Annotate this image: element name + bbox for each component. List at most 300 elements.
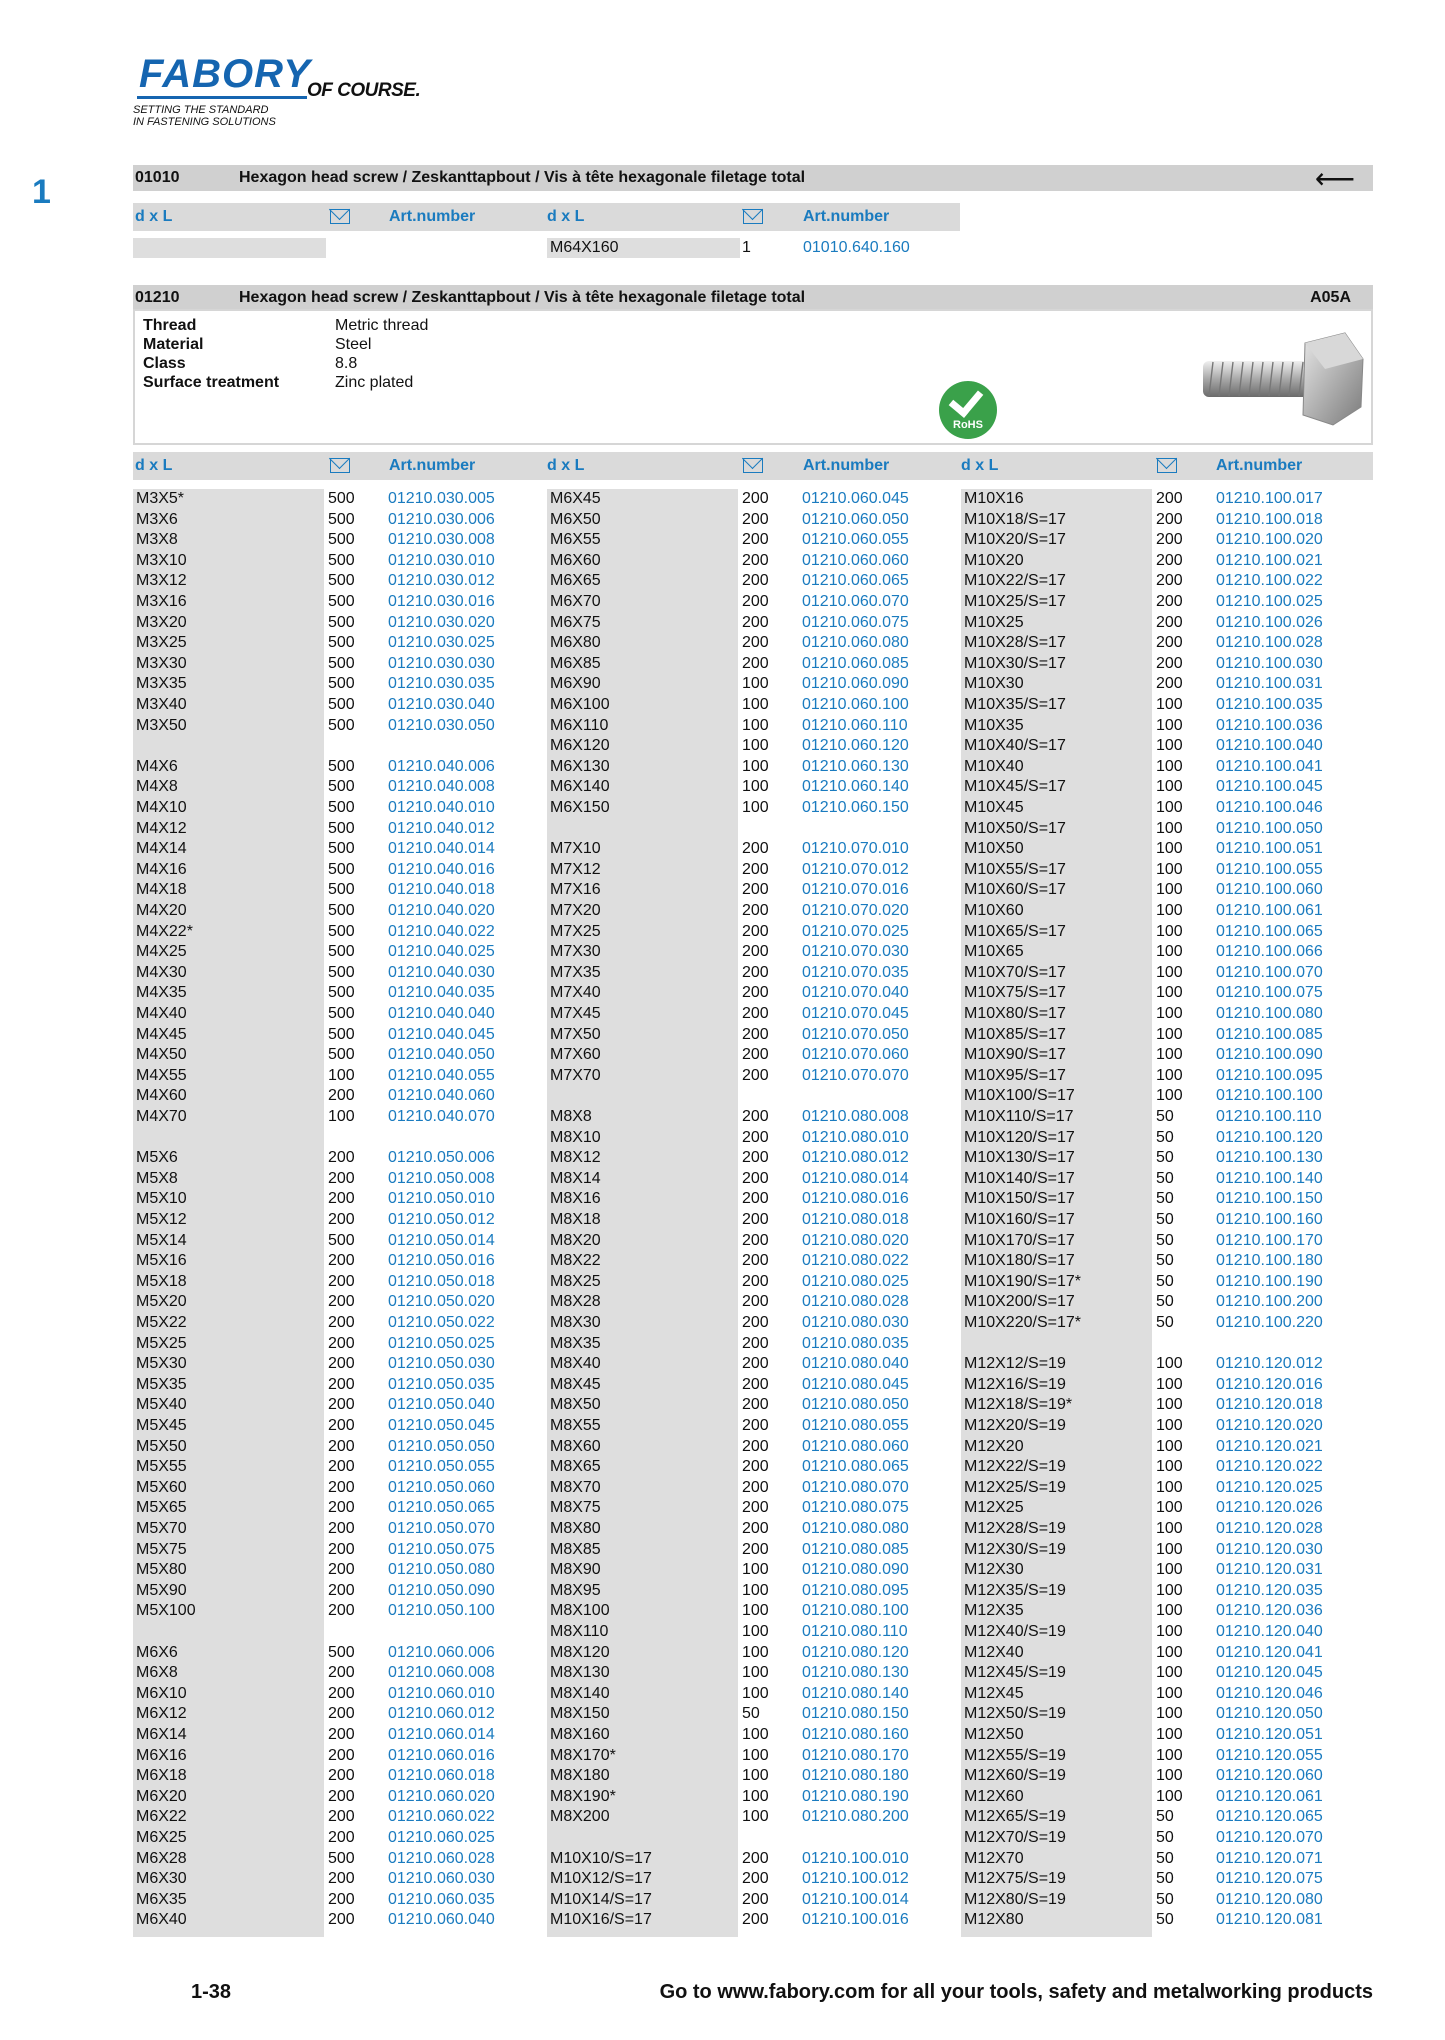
row-art-link[interactable]: 01210.050.050 [388, 1437, 495, 1455]
row-art-link[interactable]: 01210.050.025 [388, 1334, 495, 1352]
row-art-link[interactable]: 01210.060.016 [388, 1746, 495, 1764]
row-qty: 200 [328, 1375, 355, 1393]
row-art-link[interactable]: 01210.120.022 [1216, 1458, 1323, 1476]
row-art-link[interactable]: 01210.100.100 [1216, 1087, 1323, 1105]
row-art-link[interactable]: 01210.080.040 [802, 1355, 909, 1373]
row-dxl: M3X10 [136, 551, 187, 569]
row-dxl: M4X50 [136, 1046, 187, 1064]
row-art-link[interactable]: 01210.060.030 [388, 1870, 495, 1888]
row-art-link[interactable]: 01210.120.012 [1216, 1355, 1323, 1373]
row-art-link[interactable]: 01210.080.065 [802, 1458, 909, 1476]
row-dxl: M8X50 [550, 1396, 601, 1414]
row-qty: 200 [328, 1808, 355, 1826]
row-qty: 100 [1156, 840, 1183, 858]
row-art-link[interactable]: 01210.100.036 [1216, 716, 1323, 734]
row-art-link[interactable]: 01210.120.050 [1216, 1705, 1323, 1723]
row-dxl: M7X16 [550, 881, 601, 899]
row-qty: 50 [1156, 1829, 1174, 1846]
row-art-link[interactable]: 01210.040.035 [388, 984, 495, 1002]
row-art-link[interactable]: 01210.100.120 [1216, 1128, 1323, 1146]
row-qty: 500 [328, 778, 355, 796]
row-dxl: M8X18 [550, 1211, 601, 1228]
row-art-link[interactable]: 01210.070.050 [802, 1025, 909, 1043]
table-header-01210 [133, 452, 1373, 480]
row-art-link[interactable]: 01210.040.045 [388, 1025, 495, 1043]
row-art-link[interactable]: 01210.030.050 [388, 716, 495, 734]
row-art-link[interactable]: 01210.100.040 [1216, 737, 1323, 755]
row-art-link[interactable]: 01210.030.012 [388, 572, 495, 590]
row-qty: 200 [742, 593, 769, 610]
row-art-link[interactable]: 01210.030.020 [388, 613, 495, 631]
spec-box [133, 309, 1373, 445]
row-art-link[interactable]: 01210.040.050 [388, 1046, 495, 1064]
row-art-link[interactable]: 01210.060.006 [388, 1643, 495, 1661]
row-art-link[interactable]: 01210.050.080 [388, 1561, 495, 1579]
row-art-link[interactable]: 01210.080.170 [802, 1746, 909, 1764]
row-art-link[interactable]: 01210.080.055 [802, 1417, 909, 1434]
row-art-link[interactable]: 01210.100.090 [1216, 1046, 1323, 1064]
row-dxl: M10X160/S=17 [964, 1211, 1075, 1228]
row-art-link[interactable]: 01210.100.055 [1216, 860, 1323, 878]
row-art-link[interactable]: 01210.100.080 [1216, 1005, 1323, 1022]
row-art-link[interactable]: 01210.040.008 [388, 778, 495, 796]
row-dxl: M8X130 [550, 1664, 610, 1682]
row-art-link[interactable]: 01210.100.075 [1216, 984, 1323, 1002]
row-dxl: M12X22/S=19 [964, 1458, 1066, 1476]
row-art-link[interactable]: 01210.050.016 [388, 1252, 495, 1270]
row-art-link[interactable]: 01210.080.200 [802, 1808, 909, 1826]
row-art-link[interactable]: 01210.080.090 [802, 1561, 909, 1579]
row-qty: 100 [742, 1561, 769, 1579]
row-dxl: M10X70/S=17 [964, 963, 1066, 981]
row-art-link[interactable]: 01210.080.025 [802, 1272, 909, 1290]
row-art-link[interactable]: 01210.050.022 [388, 1314, 495, 1331]
row-art-link[interactable]: 01210.100.010 [802, 1849, 909, 1867]
row-art-link[interactable]: 01210.100.140 [1216, 1169, 1323, 1187]
row-art-link[interactable]: 01210.100.014 [802, 1890, 909, 1908]
row-art-link[interactable]: 01210.060.080 [802, 634, 909, 652]
row-art-link[interactable]: 01210.080.010 [802, 1128, 909, 1146]
row-art-link[interactable]: 01210.120.030 [1216, 1540, 1323, 1558]
row-art-link[interactable]: 01210.070.070 [802, 1066, 909, 1084]
row-art-link[interactable]: 01210.080.075 [802, 1499, 909, 1517]
row-dxl: M8X140 [550, 1684, 610, 1702]
row-art-link[interactable]: 01210.060.120 [802, 737, 909, 755]
row-qty: 200 [328, 1890, 355, 1908]
row-qty: 100 [1156, 1005, 1183, 1022]
row-qty: 500 [328, 531, 355, 549]
row-qty: 200 [742, 1458, 769, 1476]
row-art-link[interactable]: 01210.030.008 [388, 531, 495, 549]
row-dxl: M10X130/S=17 [964, 1149, 1075, 1167]
row-art-link[interactable]: 01210.100.017 [1216, 490, 1323, 507]
row-qty: 500 [328, 1025, 355, 1043]
row-art-link[interactable]: 01210.040.018 [388, 881, 495, 899]
row-art-link[interactable]: 01210.080.018 [802, 1211, 909, 1228]
row-art-link[interactable]: 01210.050.065 [388, 1499, 495, 1517]
row-art-link[interactable]: 01210.100.170 [1216, 1231, 1323, 1249]
row-dxl: M10X220/S=17* [964, 1314, 1081, 1331]
row-dxl: M10X60 [964, 902, 1024, 919]
row-dxl: M6X50 [550, 510, 601, 528]
row-art-link[interactable]: 01210.060.110 [802, 716, 908, 734]
row-qty: 200 [1156, 654, 1183, 672]
row-art-link[interactable]: 01210.080.070 [802, 1478, 909, 1496]
row-art-link[interactable]: 01210.100.190 [1216, 1272, 1323, 1290]
spec-label: Material [143, 336, 204, 353]
row-art-link[interactable]: 01210.030.040 [388, 696, 495, 713]
row-art-link[interactable]: 01210.050.010 [388, 1190, 495, 1208]
row-art-link[interactable]: 01210.060.014 [388, 1726, 495, 1743]
row-art-link[interactable]: 01210.120.040 [1216, 1623, 1323, 1640]
row-art-link[interactable]: 01210.120.046 [1216, 1684, 1323, 1702]
row-dxl: M12X80/S=19 [964, 1890, 1066, 1908]
row-qty: 500 [328, 572, 355, 590]
row-art-link[interactable]: 01210.100.220 [1216, 1314, 1323, 1331]
row-qty: 200 [742, 1211, 769, 1228]
row-art-link[interactable]: 01210.100.026 [1216, 613, 1323, 631]
row-art-link[interactable]: 01210.080.180 [802, 1767, 909, 1785]
row-art-link[interactable]: 01210.070.030 [802, 943, 909, 961]
row-art-link[interactable]: 01210.040.020 [388, 902, 495, 919]
row-art-link[interactable]: 01210.100.030 [1216, 654, 1323, 672]
row-art-link[interactable]: 01210.100.130 [1216, 1149, 1323, 1167]
row-art-link[interactable]: 01210.050.014 [388, 1231, 495, 1249]
row-art-link[interactable]: 01210.120.035 [1216, 1581, 1323, 1599]
row-art-link[interactable]: 01210.040.010 [388, 799, 495, 816]
row-art-link[interactable]: 01210.040.025 [388, 943, 495, 961]
row-art-link[interactable]: 01210.080.085 [802, 1540, 909, 1558]
row-art-link[interactable]: 01210.030.025 [388, 634, 495, 652]
row-art-link[interactable]: 01210.060.008 [388, 1664, 495, 1682]
row-art-link[interactable]: 01210.080.160 [802, 1726, 909, 1743]
row-art-link[interactable]: 01210.040.060 [388, 1087, 495, 1105]
row-art-link[interactable]: 01210.040.014 [388, 840, 495, 858]
row-qty: 500 [328, 1849, 355, 1867]
row-qty: 500 [328, 696, 355, 713]
row-art-link[interactable]: 01210.100.020 [1216, 531, 1323, 549]
row-art-link[interactable]: 01210.040.040 [388, 1005, 495, 1022]
row-dxl: M5X50 [136, 1437, 187, 1455]
row-art-link[interactable]: 01210.060.040 [388, 1911, 495, 1929]
row-qty: 200 [742, 1355, 769, 1373]
row-art-link[interactable]: 01210.030.030 [388, 654, 495, 672]
row-art-link[interactable]: 01210.120.016 [1216, 1375, 1323, 1393]
row-art-link[interactable]: 01210.080.045 [802, 1375, 909, 1393]
row-art-link[interactable]: 01210.060.025 [388, 1829, 495, 1846]
row-art-link[interactable]: 01210.080.110 [802, 1623, 908, 1640]
row-art-link[interactable]: 01210.050.040 [388, 1396, 495, 1414]
row-art-link[interactable]: 01210.030.005 [388, 490, 495, 507]
row-art-link[interactable]: 01210.060.090 [802, 675, 909, 693]
row-qty: 200 [742, 1025, 769, 1043]
logo-slogan [133, 104, 276, 128]
row-dxl: M4X16 [136, 860, 187, 878]
row-qty: 100 [742, 1787, 769, 1805]
row-art-link[interactable]: 01210.080.016 [802, 1190, 909, 1208]
row-art-link[interactable]: 01210.060.060 [802, 551, 909, 569]
row-qty: 100 [1156, 1458, 1183, 1476]
row-qty: 200 [328, 1664, 355, 1682]
row-art-link[interactable]: 01210.080.060 [802, 1437, 909, 1455]
row-dxl: M3X20 [136, 613, 187, 631]
row-dxl: M10X45 [964, 799, 1024, 816]
row-art-link[interactable]: 01210.100.070 [1216, 963, 1323, 981]
row-art-link[interactable]: 01210.060.020 [388, 1787, 495, 1805]
row-qty: 200 [742, 1272, 769, 1290]
row-art-link[interactable]: 01210.100.016 [802, 1911, 909, 1929]
row-art-link[interactable]: 01210.080.008 [802, 1108, 909, 1125]
row-art-link[interactable]: 01210.120.026 [1216, 1499, 1323, 1517]
row-art-link[interactable]: 01210.080.100 [802, 1602, 909, 1620]
row-dxl: M10X100/S=17 [964, 1087, 1075, 1105]
row-dxl: M10X16 [964, 490, 1024, 507]
row-art-link[interactable]: 01210.080.095 [802, 1581, 909, 1599]
row-art-link[interactable]: 01210.100.021 [1216, 551, 1323, 569]
row-art-link[interactable]: 01210.080.014 [802, 1169, 909, 1187]
row-art-link[interactable]: 01210.060.010 [388, 1684, 495, 1702]
row-dxl: M10X35/S=17 [964, 696, 1066, 713]
header-dxl: d x L [547, 208, 585, 225]
row-art-link[interactable]: 01210.120.025 [1216, 1478, 1323, 1496]
row-art-link[interactable]: 01210.030.016 [388, 593, 495, 610]
row-dxl: M8X60 [550, 1437, 601, 1455]
row-art-link[interactable]: 01210.120.065 [1216, 1808, 1323, 1826]
row-art-link[interactable]: 01210.100.045 [1216, 778, 1323, 796]
row-art-link[interactable]: 01210.120.081 [1216, 1911, 1323, 1929]
row-art-link[interactable]: 01210.120.036 [1216, 1602, 1323, 1620]
row-qty: 500 [328, 902, 355, 919]
row-art-link[interactable]: 01210.100.022 [1216, 572, 1323, 590]
row-art-link[interactable]: 01210.080.050 [802, 1396, 909, 1414]
row-art-link[interactable]: 01210.050.100 [388, 1602, 495, 1620]
row-dxl: M10X85/S=17 [964, 1025, 1066, 1043]
row-art-link[interactable]: 01210.120.055 [1216, 1746, 1323, 1764]
row-art-link[interactable]: 01210.080.080 [802, 1520, 909, 1537]
row-art-link[interactable]: 01210.080.120 [802, 1643, 909, 1661]
row-art-link[interactable]: 01210.050.020 [388, 1293, 495, 1311]
row-art-link[interactable]: 01210.120.031 [1216, 1561, 1323, 1579]
row-art-link[interactable]: 01210.060.130 [802, 757, 909, 775]
row-dxl: M10X200/S=17 [964, 1293, 1075, 1311]
row-dxl: M7X50 [550, 1025, 601, 1043]
row-art-link[interactable]: 01210.060.022 [388, 1808, 495, 1826]
row-art-link[interactable]: 01210.120.051 [1216, 1726, 1323, 1743]
row-qty: 200 [328, 1499, 355, 1517]
row-qty: 500 [328, 1046, 355, 1064]
row-dxl: M10X12/S=17 [550, 1870, 652, 1888]
row-qty: 200 [742, 1149, 769, 1167]
row-art-link[interactable]: 01210.100.050 [1216, 819, 1323, 837]
row-dxl: M5X45 [136, 1417, 187, 1434]
row-art-link[interactable]: 01210.080.035 [802, 1334, 909, 1352]
row-art-link[interactable]: 01210.080.020 [802, 1231, 909, 1249]
row-dxl: M12X35 [964, 1602, 1024, 1620]
row-dxl: M7X45 [550, 1005, 601, 1022]
row-qty: 100 [1156, 1417, 1183, 1434]
row-art-link[interactable]: 01210.080.022 [802, 1252, 909, 1270]
row-qty: 500 [328, 716, 355, 734]
row-art-link[interactable]: 01210.070.045 [802, 1005, 909, 1022]
row-art-link[interactable]: 01210.040.012 [388, 819, 495, 837]
row-art-link[interactable]: 01210.100.180 [1216, 1252, 1323, 1270]
row-dxl: M12X55/S=19 [964, 1746, 1066, 1764]
row-art-link[interactable]: 01210.050.008 [388, 1169, 495, 1187]
row-art-link[interactable]: 01210.050.090 [388, 1581, 495, 1599]
rohs-badge-icon [939, 381, 997, 439]
row-art-link[interactable]: 01210.120.028 [1216, 1520, 1323, 1537]
row-art-link[interactable]: 01210.070.035 [802, 963, 909, 981]
row-art-link[interactable]: 01210.100.065 [1216, 922, 1323, 940]
row-art-link[interactable]: 01210.100.051 [1216, 840, 1323, 858]
row-art-link[interactable]: 01210.060.012 [388, 1705, 495, 1723]
row-dxl: M12X20/S=19 [964, 1417, 1066, 1434]
row-art-link[interactable]: 01210.100.031 [1216, 675, 1323, 693]
row-art-link[interactable]: 01210.100.060 [1216, 881, 1323, 899]
row-art-link[interactable]: 01210.120.045 [1216, 1664, 1323, 1682]
row-art-link[interactable]: 01210.120.080 [1216, 1890, 1323, 1908]
row-art-link[interactable]: 01210.080.012 [802, 1149, 909, 1167]
row-art-link[interactable]: 01210.080.190 [802, 1787, 909, 1805]
row-art-link[interactable]: 01210.100.200 [1216, 1293, 1323, 1311]
row-art-link[interactable]: 01210.070.060 [802, 1046, 909, 1064]
row-art-link[interactable]: 01210.050.070 [388, 1520, 495, 1537]
row-art-link[interactable]: 01210.060.050 [802, 510, 909, 528]
row-art-link[interactable]: 01210.050.035 [388, 1375, 495, 1393]
row-art-link[interactable]: 01210.100.028 [1216, 634, 1323, 652]
row-dxl: M4X70 [136, 1108, 187, 1125]
row-art-link[interactable]: 01210.050.060 [388, 1478, 495, 1496]
row-dxl: M8X65 [550, 1458, 601, 1476]
row-art-link[interactable]: 01210.050.012 [388, 1211, 495, 1228]
row-dxl: M5X25 [136, 1334, 187, 1352]
row-art-link[interactable]: 01210.120.060 [1216, 1767, 1323, 1785]
row-dxl: M3X6 [136, 510, 178, 528]
row-art-link[interactable]: 01210.080.028 [802, 1293, 909, 1311]
row-art-link[interactable]: 01210.120.070 [1216, 1829, 1323, 1846]
row-art-link[interactable]: 01210.040.022 [388, 922, 495, 940]
row-art-link[interactable]: 01210.100.066 [1216, 943, 1323, 961]
row-dxl: M6X100 [550, 696, 610, 713]
row-art-link[interactable]: 01210.100.046 [1216, 799, 1323, 816]
row-qty: 500 [328, 840, 355, 858]
row-art-link[interactable]: 01210.050.045 [388, 1417, 495, 1434]
row-art-link[interactable]: 01210.080.140 [802, 1684, 909, 1702]
row-art-link[interactable]: 01210.080.150 [802, 1705, 909, 1723]
row-qty: 200 [742, 922, 769, 940]
row-art-link[interactable]: 01210.120.061 [1216, 1787, 1323, 1805]
row-art-link[interactable]: 01210.100.085 [1216, 1025, 1323, 1043]
row-art-link[interactable]: 01210.040.016 [388, 860, 495, 878]
row-qty: 100 [1156, 1520, 1183, 1537]
row-art-link[interactable]: 01210.120.071 [1216, 1849, 1323, 1867]
row-qty: 100 [1156, 1705, 1183, 1723]
row-art-link[interactable]: 01210.070.040 [802, 984, 909, 1002]
row-qty: 200 [328, 1396, 355, 1414]
row-art-link[interactable]: 01210.050.006 [388, 1149, 495, 1167]
row-art-link[interactable]: 01210.100.160 [1216, 1211, 1323, 1228]
row-art-link[interactable]: 01210.100.110 [1216, 1108, 1322, 1125]
row-qty: 50 [1156, 1231, 1174, 1249]
row-qty: 500 [328, 1643, 355, 1661]
row-art-link[interactable]: 01210.050.075 [388, 1540, 495, 1558]
row-art-link[interactable]: 01210.070.012 [802, 860, 909, 878]
row-art-link[interactable]: 01210.060.028 [388, 1849, 495, 1867]
logo-underline [137, 96, 307, 99]
row-art-link[interactable]: 01210.100.150 [1216, 1190, 1323, 1208]
row-art-link[interactable]: 01210.060.018 [388, 1767, 495, 1785]
row-qty: 500 [328, 819, 355, 837]
row-art-link[interactable]: 01210.040.055 [388, 1066, 495, 1084]
row-art-link[interactable]: 01210.120.020 [1216, 1417, 1323, 1434]
row-qty: 200 [1156, 572, 1183, 590]
row-dxl: M10X40/S=17 [964, 737, 1066, 755]
row-art-link[interactable]: 01210.100.025 [1216, 593, 1323, 610]
row-art-link[interactable]: 01210.030.006 [388, 510, 495, 528]
row-dxl: M10X20/S=17 [964, 531, 1066, 549]
row-art-link[interactable]: 01210.030.010 [388, 551, 495, 569]
row-dxl: M8X45 [550, 1375, 601, 1393]
row-art-link[interactable]: 01210.060.055 [802, 531, 909, 549]
row-qty: 200 [742, 1849, 769, 1867]
row-art-link[interactable]: 01210.040.006 [388, 757, 495, 775]
row-art-link[interactable]: 01210.120.041 [1216, 1643, 1323, 1661]
row-art-link[interactable]: 01210.050.018 [388, 1272, 495, 1290]
row-qty: 100 [1156, 1396, 1183, 1414]
row-art-link[interactable]: 01010.640.160 [803, 239, 910, 256]
row-art-link[interactable]: 01210.080.030 [802, 1314, 909, 1331]
row-art-link[interactable]: 01210.060.150 [802, 799, 909, 816]
row-art-link[interactable]: 01210.060.070 [802, 593, 909, 610]
row-qty: 500 [328, 490, 355, 507]
back-arrow-icon[interactable]: ⟵ [1314, 163, 1355, 194]
row-art-link[interactable]: 01210.060.140 [802, 778, 909, 796]
row-art-link[interactable]: 01210.100.095 [1216, 1066, 1323, 1084]
row-qty: 100 [1156, 984, 1183, 1002]
row-art-link[interactable]: 01210.060.035 [388, 1890, 495, 1908]
row-art-link[interactable]: 01210.080.130 [802, 1664, 909, 1682]
row-art-link[interactable]: 01210.060.045 [802, 490, 909, 507]
row-qty: 200 [742, 490, 769, 507]
row-art-link[interactable]: 01210.100.012 [802, 1870, 909, 1888]
row-art-link[interactable]: 01210.060.075 [802, 613, 909, 631]
row-art-link[interactable]: 01210.100.061 [1216, 902, 1323, 919]
row-art-link[interactable]: 01210.070.010 [802, 840, 909, 858]
row-art-link[interactable]: 01210.060.065 [802, 572, 909, 590]
envelope-icon [743, 209, 763, 224]
row-art-link[interactable]: 01210.040.030 [388, 963, 495, 981]
row-art-link[interactable]: 01210.100.018 [1216, 510, 1323, 528]
row-art-link[interactable]: 01210.120.021 [1216, 1437, 1323, 1455]
row-art-link[interactable]: 01210.050.055 [388, 1458, 495, 1476]
row-art-link[interactable]: 01210.070.016 [802, 881, 909, 899]
row-art-link[interactable]: 01210.060.100 [802, 696, 909, 713]
row-art-link[interactable]: 01210.040.070 [388, 1108, 495, 1125]
row-art-link[interactable]: 01210.060.085 [802, 654, 909, 672]
row-qty: 200 [328, 1437, 355, 1455]
row-art-link[interactable]: 01210.100.035 [1216, 696, 1323, 713]
row-art-link[interactable]: 01210.120.018 [1216, 1396, 1323, 1414]
row-art-link[interactable]: 01210.050.030 [388, 1355, 495, 1373]
row-dxl: M3X25 [136, 634, 187, 652]
row-art-link[interactable]: 01210.100.041 [1216, 757, 1323, 775]
row-art-link[interactable]: 01210.070.025 [802, 922, 909, 940]
row-art-link[interactable]: 01210.030.035 [388, 675, 495, 693]
row-dxl: M4X45 [136, 1025, 187, 1043]
row-art-link[interactable]: 01210.070.020 [802, 902, 909, 919]
row-qty: 50 [1156, 1293, 1174, 1311]
row-art-link[interactable]: 01210.120.075 [1216, 1870, 1323, 1888]
